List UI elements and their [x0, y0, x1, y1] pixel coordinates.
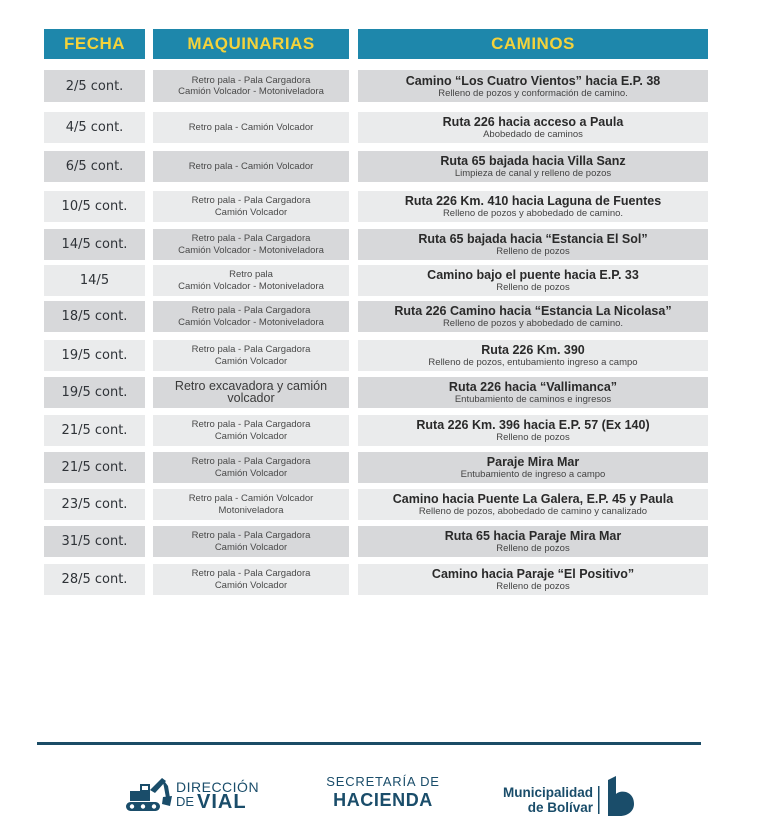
machinery-line1: Retro pala - Pala Cargadora [191, 233, 311, 244]
date-text: 2/5 cont. [65, 78, 124, 94]
muni-line1: Municipalidad [502, 785, 593, 800]
machinery-cell [153, 229, 349, 260]
vial-line1: DIRECCIÓN [176, 779, 260, 795]
road-work-description: Relleno de pozos y abobedado de camino. [442, 318, 624, 329]
table-row [0, 301, 763, 332]
road-name: Ruta 65 hacia Paraje Mira Mar [444, 529, 622, 543]
date-text: 28/5 cont. [61, 572, 128, 587]
machinery-line1: Retro pala - Pala Cargadora [191, 568, 311, 579]
road-work-description: Relleno de pozos [496, 543, 570, 554]
road-name: Ruta 65 bajada hacia “Estancia El Sol” [418, 232, 648, 246]
machinery-cell [153, 340, 349, 371]
secretaria-hacienda-logo [318, 774, 448, 818]
table-row [0, 112, 763, 143]
date-cell [44, 489, 145, 520]
road-cell [358, 112, 708, 143]
muni-line2: de Bolívar [527, 800, 593, 815]
machinery-line2: Motoniveladora [218, 504, 284, 516]
machinery-line2: Camión Volcador - Motoniveladora [178, 86, 324, 97]
machinery-line1: Retro pala - Pala Cargadora [191, 419, 311, 430]
machinery-cell [153, 112, 349, 143]
machinery-line1: Retro pala - Pala Cargadora [191, 305, 311, 316]
date-cell [44, 70, 145, 102]
road-cell [358, 191, 708, 222]
date-text: 31/5 cont. [61, 534, 128, 549]
machinery-line2: Camión Volcador [214, 467, 288, 479]
machinery-cell [153, 489, 349, 520]
machinery-line2: Camión Volcador [214, 355, 288, 367]
header-caminos: CAMINOS [358, 29, 708, 59]
machinery-line1: Retro pala - Camión Volcador [188, 493, 314, 504]
machinery-cell [153, 151, 349, 182]
machinery-cell [153, 564, 349, 595]
date-cell [44, 415, 145, 446]
date-cell [44, 340, 145, 371]
table-row [0, 377, 763, 408]
table-row [0, 526, 763, 557]
header-maquinarias: MAQUINARIAS [153, 29, 349, 59]
date-text: 18/5 cont. [61, 309, 128, 324]
table-row [0, 340, 763, 371]
date-cell [44, 229, 145, 260]
footer-divider [37, 742, 701, 745]
hacienda-line1: SECRETARÍA DE [326, 774, 440, 789]
road-name: Ruta 226 Km. 410 hacia Laguna de Fuentes [404, 194, 662, 208]
date-cell [44, 564, 145, 595]
date-text: 4/5 cont. [65, 120, 124, 135]
road-name: Ruta 226 Camino hacia “Estancia La Nicolasa” [394, 304, 672, 318]
hacienda-line2: HACIENDA [333, 790, 433, 810]
machinery-line2: Camión Volcador [214, 541, 288, 553]
date-text: 10/5 cont. [61, 199, 128, 214]
machinery-line2: Camión Volcador [214, 206, 288, 218]
table-row [0, 229, 763, 260]
road-work-description: Relleno de pozos [496, 581, 570, 592]
machinery-cell [153, 191, 349, 222]
header-fecha: FECHA [44, 29, 145, 59]
machinery-line2: Camión Volcador - Motoniveladora [178, 244, 324, 256]
machinery-line2: Camión Volcador - Motoniveladora [178, 280, 324, 292]
road-name: Ruta 226 Km. 396 hacia E.P. 57 (Ex 140) [416, 418, 650, 432]
date-cell [44, 526, 145, 557]
road-cell [358, 526, 708, 557]
machinery-line1: Retro pala - Camión Volcador [188, 121, 314, 133]
road-cell [358, 265, 708, 296]
date-text: 14/5 [79, 273, 110, 288]
road-work-description: Relleno de pozos [496, 432, 570, 443]
table-row [0, 151, 763, 182]
road-cell [358, 489, 708, 520]
road-name: Ruta 65 bajada hacia Villa Sanz [440, 154, 626, 168]
road-work-description: Relleno de pozos y abobedado de camino. [442, 208, 624, 219]
road-name: Ruta 226 hacia acceso a Paula [442, 115, 624, 129]
road-cell [358, 229, 708, 260]
machinery-line2: Camión Volcador - Motoniveladora [178, 316, 324, 328]
road-name: Ruta 226 hacia “Vallimanca” [448, 380, 618, 394]
road-cell [358, 70, 708, 102]
machinery-cell [153, 301, 349, 332]
date-cell [44, 191, 145, 222]
table-row [0, 564, 763, 595]
direccion-vial-logo [124, 774, 274, 818]
machinery-cell [153, 526, 349, 557]
date-text: 19/5 cont. [61, 348, 128, 363]
road-work-description: Relleno de pozos y conformación de camino. [438, 87, 628, 99]
machinery-cell [153, 377, 349, 408]
road-cell [358, 151, 708, 182]
machinery-line2: Camión Volcador [214, 430, 288, 442]
machinery-line1: Retro pala - Pala Cargadora [191, 195, 311, 206]
date-text: 14/5 cont. [61, 237, 128, 252]
date-cell [44, 151, 145, 182]
road-name: Camino hacia Paraje “El Positivo” [431, 567, 635, 581]
road-work-description: Relleno de pozos, abobedado de camino y canalizado [418, 506, 648, 517]
road-cell [358, 564, 708, 595]
road-cell [358, 340, 708, 371]
date-cell [44, 377, 145, 408]
vial-de: DE [176, 794, 195, 809]
road-cell [358, 415, 708, 446]
excavator-icon [124, 774, 174, 818]
date-cell [44, 265, 145, 296]
road-cell [358, 377, 708, 408]
road-name: Camino bajo el puente hacia E.P. 33 [427, 268, 639, 282]
machinery-line1: Retro pala [229, 269, 273, 280]
table-row [0, 70, 763, 102]
date-text: 23/5 cont. [61, 497, 128, 512]
table-row [0, 191, 763, 222]
bolivar-b-icon [596, 774, 640, 818]
date-cell [44, 452, 145, 483]
table-row [0, 452, 763, 483]
road-work-description: Relleno de pozos, entubamiento ingreso a campo [428, 357, 638, 368]
road-cell [358, 452, 708, 483]
machinery-line1: Retro excavadora y camión volcador [174, 379, 328, 405]
road-work-description: Limpieza de canal y relleno de pozos [454, 168, 612, 179]
date-text: 21/5 cont. [61, 423, 128, 438]
road-name: Camino hacia Puente La Galera, E.P. 45 y Paula [392, 492, 674, 506]
municipalidad-logo [480, 774, 640, 818]
road-name: Paraje Mira Mar [486, 455, 580, 469]
date-text: 21/5 cont. [61, 460, 128, 475]
table-row [0, 415, 763, 446]
vial-line2: VIAL [197, 791, 247, 813]
machinery-cell [153, 415, 349, 446]
road-work-description: Relleno de pozos [496, 282, 570, 293]
road-work-description: Entubamiento de caminos e ingresos [454, 394, 612, 405]
machinery-line1: Retro pala - Pala Cargadora [191, 530, 311, 541]
machinery-cell [153, 452, 349, 483]
machinery-cell [153, 265, 349, 296]
road-name: Ruta 226 Km. 390 [481, 343, 585, 357]
machinery-cell [153, 70, 349, 102]
table-row [0, 489, 763, 520]
road-work-description: Entubamiento de ingreso a campo [460, 469, 606, 480]
machinery-line1: Retro pala - Pala Cargadora [191, 456, 311, 467]
machinery-line1: Retro pala - Pala Cargadora [191, 344, 311, 355]
machinery-line2: Camión Volcador [214, 579, 288, 591]
road-cell [358, 301, 708, 332]
machinery-line1: Retro pala - Camión Volcador [188, 160, 314, 172]
road-work-description: Abobedado de caminos [483, 129, 583, 140]
machinery-line1: Retro pala - Pala Cargadora [191, 74, 311, 86]
date-text: 19/5 cont. [61, 385, 128, 400]
table-row [0, 265, 763, 296]
date-cell [44, 112, 145, 143]
date-text: 6/5 cont. [65, 159, 124, 174]
road-name: Camino “Los Cuatro Vientos” hacia E.P. 38 [405, 73, 661, 88]
road-work-description: Relleno de pozos [496, 246, 570, 257]
date-cell [44, 301, 145, 332]
